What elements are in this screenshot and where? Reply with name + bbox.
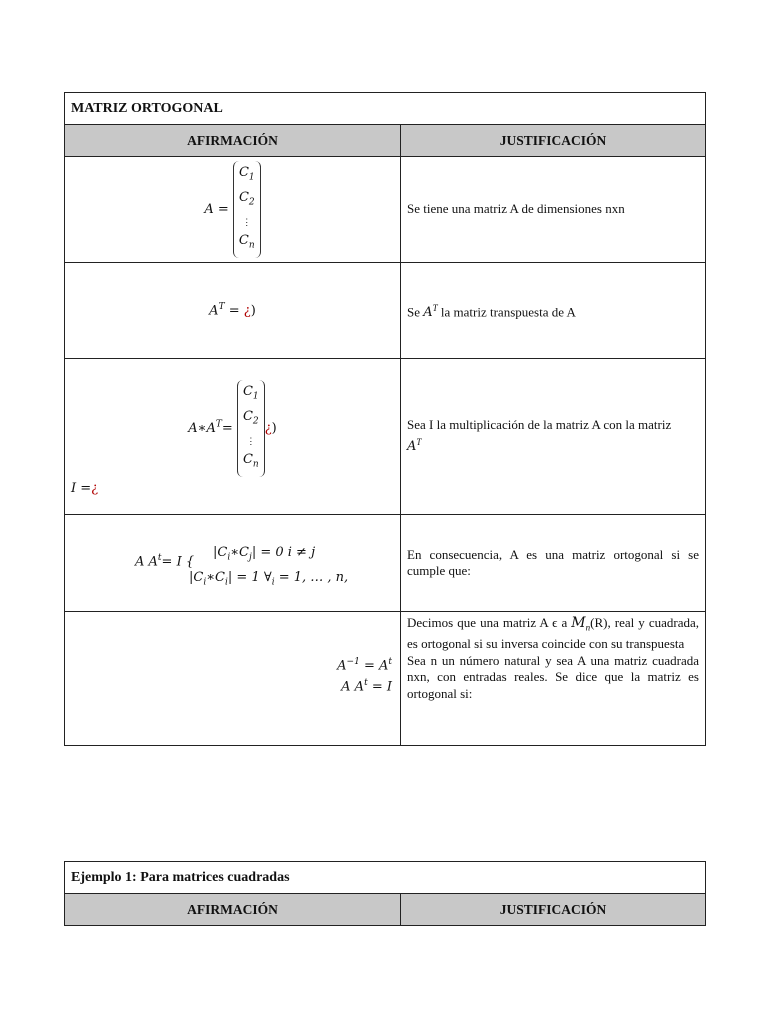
- orthogonality-case-1: $|C_i∗C_j| = 0$ i ≠ j: [213, 545, 316, 563]
- justificacion-cell: En consecuencia, A es una matriz ortogonal si se cumple que:: [401, 515, 706, 612]
- column-vector: $C_1$ $C_2$ ⋮ $C_n$: [233, 161, 261, 258]
- table-row: [65, 612, 706, 746]
- justificacion-cell: Se tiene una matriz A de dimensiones nxn: [401, 157, 706, 263]
- column-vector: $C_1$ $C_2$ ⋮ $C_n$: [237, 380, 265, 477]
- identity-formula: I =¿: [71, 481, 99, 496]
- product-formula: $A∗A^T= C_1$ $C_2$ ⋮ $C_n¿$): [65, 380, 400, 477]
- table-title: MATRIZ ORTOGONAL: [65, 93, 706, 125]
- matriz-ortogonal-table: [64, 92, 706, 746]
- header-justificacion: JUSTIFICACIÓN: [401, 894, 706, 926]
- orthogonality-lhs: A $A^t= I$ {: [135, 553, 195, 570]
- afirmacion-cell: [65, 157, 401, 263]
- justificacion-cell: Decimos que una matriz A ϵ a $M_n(R)$, real y cuadrada, es ortogonal si su inversa coincide con su transpuesta Sea n un número natural y sea A una matriz cuadrada nxn, con entradas reales. Se dice que la matriz es ortogonal si:: [401, 612, 706, 746]
- table-row: [65, 515, 706, 612]
- product-identity-formula: A $A^t = I$: [341, 678, 392, 695]
- afirmacion-cell: [65, 515, 401, 612]
- table-row: [65, 263, 706, 359]
- afirmacion-cell: [65, 612, 401, 746]
- transpose-formula: $A^T$ = ¿): [209, 302, 256, 319]
- justificacion-cell: Sea I la multiplicación de la matriz A con la matriz $A^T$: [401, 359, 706, 515]
- orthogonality-case-2: $|C_i∗C_i| = 1$ $\forall_i = 1$, … , n,: [189, 570, 349, 588]
- inverse-equals-transpose-formula: $A^{-1} = A^t$: [337, 657, 392, 674]
- afirmacion-cell: [65, 359, 401, 515]
- ejemplo-1-table: [64, 861, 706, 926]
- header-afirmacion: AFIRMACIÓN: [65, 894, 401, 926]
- matrix-columns-formula: $A = C_1$ $C_2$ ⋮ $C_n$: [65, 161, 400, 258]
- header-afirmacion: AFIRMACIÓN: [65, 125, 401, 157]
- table-row: [65, 157, 706, 263]
- justificacion-cell: Se $A^T$ la matriz transpuesta de A: [401, 263, 706, 359]
- table-row: [65, 359, 706, 515]
- table-title: Ejemplo 1: Para matrices cuadradas: [65, 862, 706, 894]
- afirmacion-cell: [65, 263, 401, 359]
- header-justificacion: JUSTIFICACIÓN: [401, 125, 706, 157]
